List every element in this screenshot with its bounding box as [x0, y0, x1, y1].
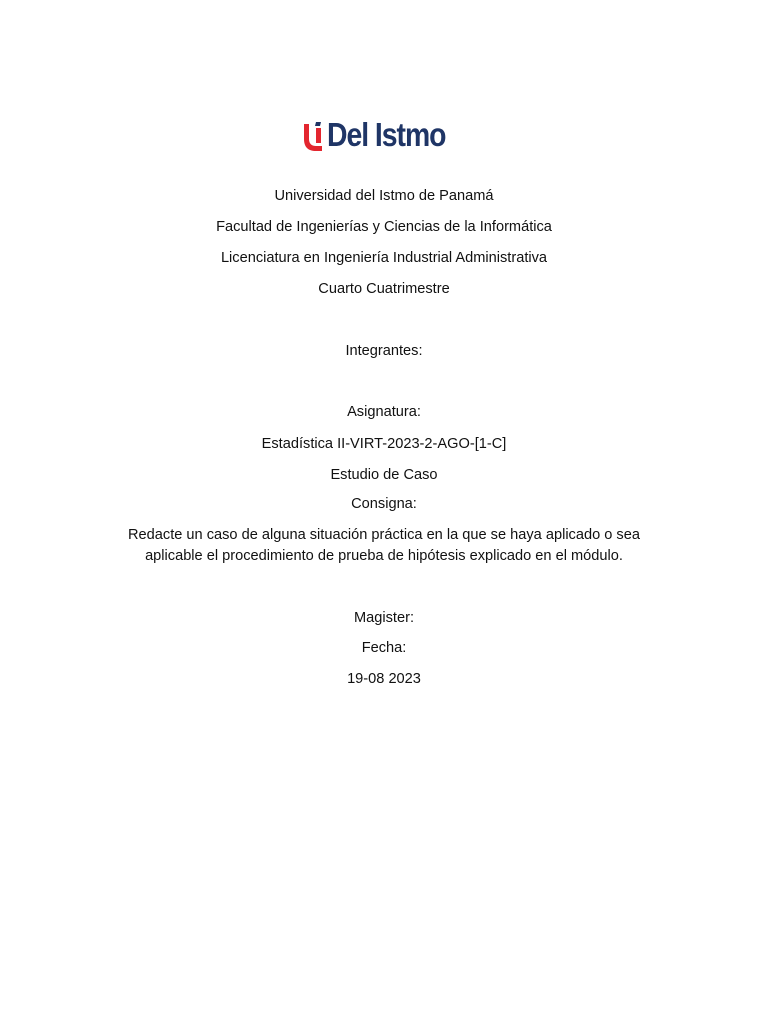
prompt-label: Consigna: — [351, 496, 417, 512]
logo-text: Del Istmo — [327, 116, 446, 153]
assignment-type: Estudio de Caso — [330, 467, 438, 483]
faculty-name: Facultad de Ingenierías y Ciencias de la Informática — [216, 219, 552, 235]
term-name: Cuarto Cuatrimestre — [318, 281, 450, 297]
u-mark-icon — [300, 115, 326, 155]
members-label: Integrantes: — [345, 343, 423, 359]
university-name: Universidad del Istmo de Panamá — [274, 188, 494, 204]
university-logo — [300, 115, 470, 155]
course-name: Estadística II-VIRT-2023-2-AGO-[1-C] — [261, 436, 507, 452]
course-label: Asignatura: — [347, 404, 421, 420]
date-value: 19-08 2023 — [347, 671, 421, 687]
teacher-label: Magister: — [353, 610, 414, 626]
date-label: Fecha: — [361, 640, 407, 656]
degree-name: Licenciatura en Ingeniería Industrial Administrativa — [220, 250, 548, 266]
prompt-text: Redacte un caso de alguna situación práctica en la que se haya aplicado o sea aplicable el procedimiento de prueba de hipótesis explicado en el módulo. — [128, 527, 640, 564]
